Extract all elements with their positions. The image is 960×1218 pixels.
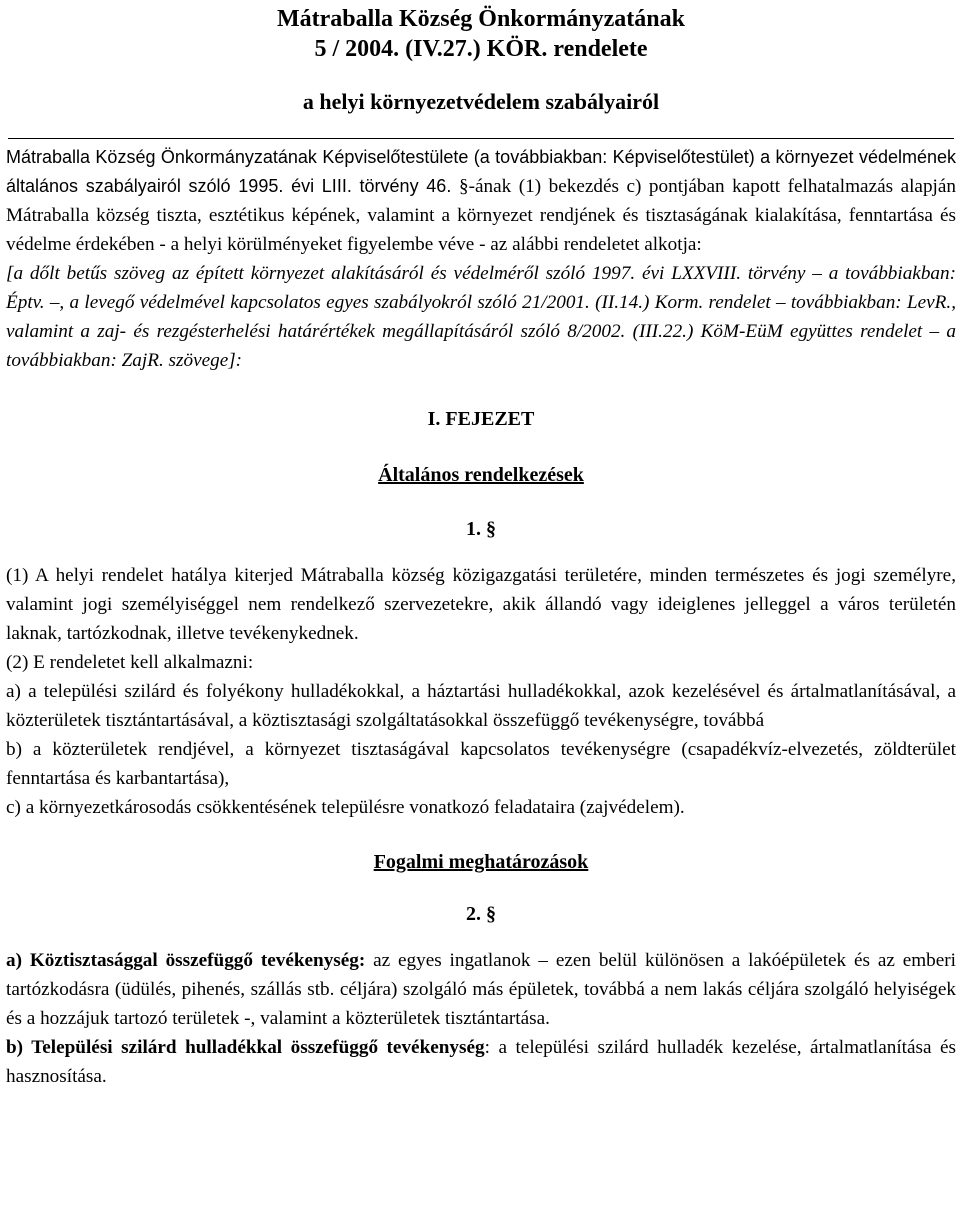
document-title-line2: 5 / 2004. (IV.27.) KÖR. rendelete xyxy=(314,36,648,62)
section-2-label: 2. § xyxy=(466,903,496,925)
definition-a-term: a) Köztisztasággal összefüggő tevékenység: xyxy=(6,950,366,971)
chapter-label: I. FEJEZET xyxy=(427,408,535,430)
italic-note: [a dőlt betűs szöveg az épített környezet alakításáról és védelméről szóló 1997. évi LXXVIII. törvény – a továbbiakban: Éptv. –, a levegő védelmével kapcsolatos egyes szabályokról szóló 21/2001. (II.14.) Korm. rendelet – továbbiakban: LevR., valamint a zaj- és rezgésterhelési határértékek megállapításáról szóló 8/2002. (III.22.) KöM-EüM együttes rendelet – a továbbiakban: ZajR. szövege]: xyxy=(6,263,956,371)
preamble-part1: Mátraballa Község Önkormányzatának Képviselőtestülete (a továbbiakban: Képviselőtestület) a környezet védelmének általános szabályairól szóló 1995. évi LIII. törvény 46. xyxy=(6,147,956,196)
preamble-paragraph xyxy=(6,143,956,259)
section-1-label: 1. § xyxy=(466,518,496,540)
definition-a-text: az egyes ingatlanok – ezen belül különösen a lakóépületek és az emberi tartózkodásra (üdülés, pihenés, szállás stb. céljára) szolgáló más épületek, továbbá a nem lakás céljára szolgáló helyiségek és a hozzájuk tartozó területek -, valamint a közterületek tisztántartása. xyxy=(6,950,956,1029)
chapter-heading: Általános rendelkezések xyxy=(378,464,584,486)
header-divider xyxy=(8,138,954,139)
definition-b-term: b) Települési szilárd hulladékkal összefüggő tevékenység xyxy=(6,1037,485,1058)
definition-b xyxy=(6,1033,956,1091)
section-1-para-2: (2) E rendeletet kell alkalmazni: xyxy=(6,652,254,673)
section-1-item-b: b) a közterületek rendjével, a környezet tisztaságával kapcsolatos tevékenységre (csapadékvíz-elvezetés, zöldterület fenntartása és karbantartása), xyxy=(6,739,956,789)
section-1-item-c: c) a környezetkárosodás csökkentésének településre vonatkozó feladataira (zajvédelem). xyxy=(6,797,685,818)
definition-b-text: : a települési szilárd hulladék kezelése, ártalmatlanítása és hasznosítása. xyxy=(6,1037,956,1087)
section-1-para-1: (1) A helyi rendelet hatálya kiterjed Mátraballa község közigazgatási területére, minden természetes és jogi személyre, valamint jogi személyiséggel nem rendelkező szervezetekre, akik állandó vagy ideiglenes jelleggel a város területén laknak, tartózkodnak, illetve tevékenykednek. xyxy=(6,565,956,644)
definition-a xyxy=(6,946,956,1033)
section-1-item-a: a) a települési szilárd és folyékony hulladékokkal, a háztartási hulladékokkal, azok kezelésével és ártalmatlanításával, a közterületek tisztántartásával, a köztisztasági szolgáltatásokkal összefüggő tevékenységre, továbbá xyxy=(6,681,956,731)
preamble-part2: §-ának (1) bekezdés c) pontjában kapott felhatalmazás alapján Mátraballa község tiszta, esztétikus képének, valamint a környezet rendjének és tisztaságának kialakítása, fenntartása és védelme érdekében - a helyi körülményeket figyelembe véve - az alábbi rendeletet alkotja: xyxy=(6,176,956,255)
document-subtitle: a helyi környezetvédelem szabályairól xyxy=(302,89,660,114)
definitions-heading: Fogalmi meghatározások xyxy=(373,851,589,873)
document-title-line1: Mátraballa Község Önkormányzatának xyxy=(277,6,685,32)
